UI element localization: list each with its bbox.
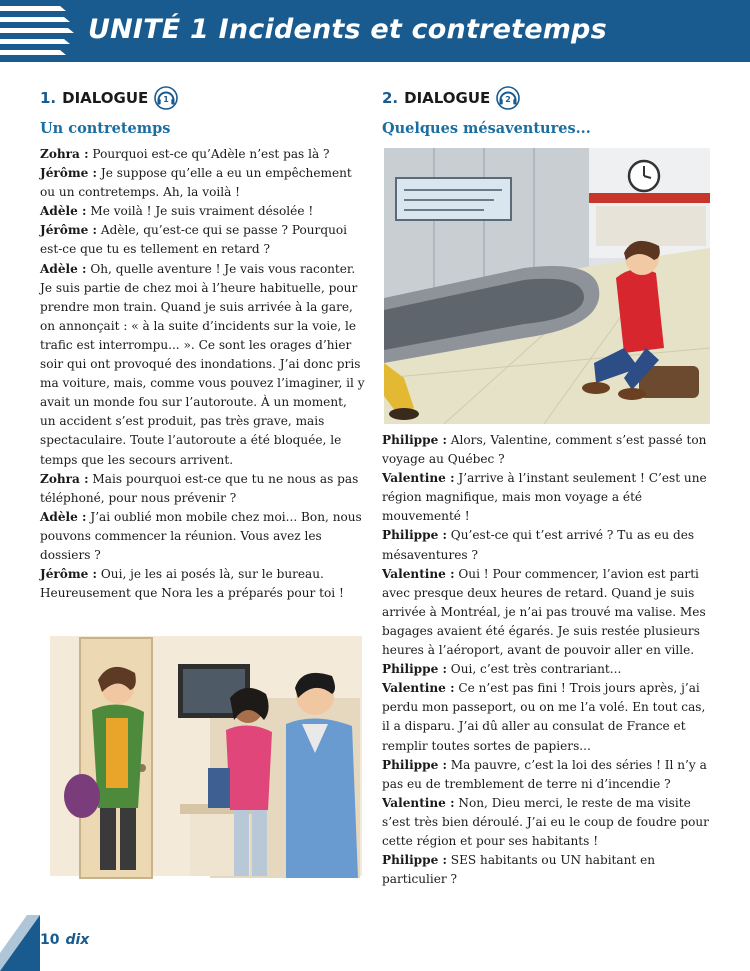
dialogue-line: Jérôme : Oui, je les ai posés là, sur le bureau. Heureusement que Nora les a préparés pour toi ! bbox=[40, 567, 344, 601]
dialogue-line: Valentine : Non, Dieu merci, le reste de ma visite s’est très bien déroulé. J’ai eu le coup de foudre pour cette région et pour ses habitants ! bbox=[382, 795, 709, 848]
dialogue-line: Adèle : Me voilà ! Je suis vraiment désolée ! bbox=[40, 204, 314, 219]
dialogue-line: Valentine : Oui ! Pour commencer, l’avion est parti avec presque deux heures de retard. Quand je suis arrivée à Montréal, je n’ai pas trouvé ma valise. Mes bagages avaient été égarés. Je suis restée plusieurs heures à l’aéroport, avant de pouvoir aller en ville. bbox=[382, 566, 706, 658]
dialogue-line: Philippe : Oui, c’est très contrariant... bbox=[382, 662, 622, 677]
page-number: 10 bbox=[40, 932, 60, 948]
page-footer bbox=[40, 932, 89, 948]
dialogue-2-text bbox=[382, 431, 712, 889]
section-heading: DIALOGUE bbox=[404, 89, 491, 107]
unit-header bbox=[0, 0, 750, 62]
header-stripes-decoration bbox=[0, 0, 78, 62]
office-illustration bbox=[40, 628, 362, 880]
dialogue-1-heading bbox=[40, 86, 365, 110]
track-number: 1 bbox=[163, 95, 170, 104]
dialogue-line: Jérôme : Je suppose qu’elle a eu un empêchement ou un contretemps. Ah, la voilà ! bbox=[40, 166, 352, 200]
dialogue-line: Jérôme : Adèle, qu’est-ce qui se passe ? Pourquoi est-ce que tu es tellement en retard ? bbox=[40, 223, 348, 257]
headphones-icon[interactable] bbox=[496, 86, 520, 110]
dialogue-1-column bbox=[40, 86, 365, 603]
dialogue-2-heading bbox=[382, 86, 712, 110]
section-number: 1. bbox=[40, 89, 57, 107]
unit-title: UNITÉ 1 Incidents et contretemps bbox=[88, 14, 607, 45]
dialogue-line: Adèle : Oh, quelle aventure ! Je vais vous raconter. Je suis partie de chez moi à l’heure habituelle, pour prendre mon train. Quand je suis arrivée à la gare, on annonçait : « à la suite d’incidents sur la voie, le trafic est interrompu... ». Ce sont les orages d’hier soir qui ont provoqué des inondations. J’ai donc pris ma voiture, mais, comme vous pouvez l’imaginer, il y avait un monde fou sur l’autoroute. À un moment, un accident s’est produit, pas très grave, mais spectaculaire. Toute l’autoroute a été bloquée, le temps que les secours arrivent. bbox=[40, 261, 365, 467]
dialogue-line: Philippe : Qu’est-ce qui t’est arrivé ? Tu as eu des mésaventures ? bbox=[382, 528, 695, 562]
section-heading: DIALOGUE bbox=[62, 89, 149, 107]
dialogue-1-text bbox=[40, 145, 365, 603]
dialogue-line: Philippe : Ma pauvre, c’est la loi des séries ! Il n’y a pas eu de tremblement de terre ni d’incendie ? bbox=[382, 757, 707, 791]
page-number-word: dix bbox=[65, 932, 90, 948]
airport-illustration bbox=[384, 148, 710, 424]
dialogue-line: Zohra : Mais pourquoi est-ce que tu ne nous as pas téléphoné, pour nous prévenir ? bbox=[40, 471, 359, 505]
headphones-icon[interactable] bbox=[154, 86, 178, 110]
dialogue-1-subtitle: Un contretemps bbox=[40, 120, 171, 137]
dialogue-line: Zohra : Pourquoi est-ce qu’Adèle n’est pas là ? bbox=[40, 147, 330, 161]
dialogue-line: Philippe : Alors, Valentine, comment s’est passé ton voyage au Québec ? bbox=[382, 433, 707, 467]
footer-corner-decoration bbox=[0, 915, 40, 971]
dialogue-line: Adèle : J’ai oublié mon mobile chez moi... Bon, nous pouvons commencer la réunion. Vous avez les dossiers ? bbox=[40, 509, 362, 562]
dialogue-line: Valentine : Ce n’est pas fini ! Trois jours après, j’ai perdu mon passeport, ou on me l’a volé. En tout cas, il a disparu. J’ai dû aller au consulat de France et remplir toutes sortes de papiers... bbox=[382, 681, 706, 753]
track-number: 2 bbox=[505, 95, 512, 104]
dialogue-line: Philippe : SES habitants ou UN habitant en particulier ? bbox=[382, 853, 656, 887]
dialogue-line: Valentine : J’arrive à l’instant seulement ! C’est une région magnifique, mais mon voyage a été mouvementé ! bbox=[382, 471, 707, 524]
dialogue-2-subtitle: Quelques mésaventures... bbox=[382, 120, 591, 137]
section-number: 2. bbox=[382, 89, 399, 107]
